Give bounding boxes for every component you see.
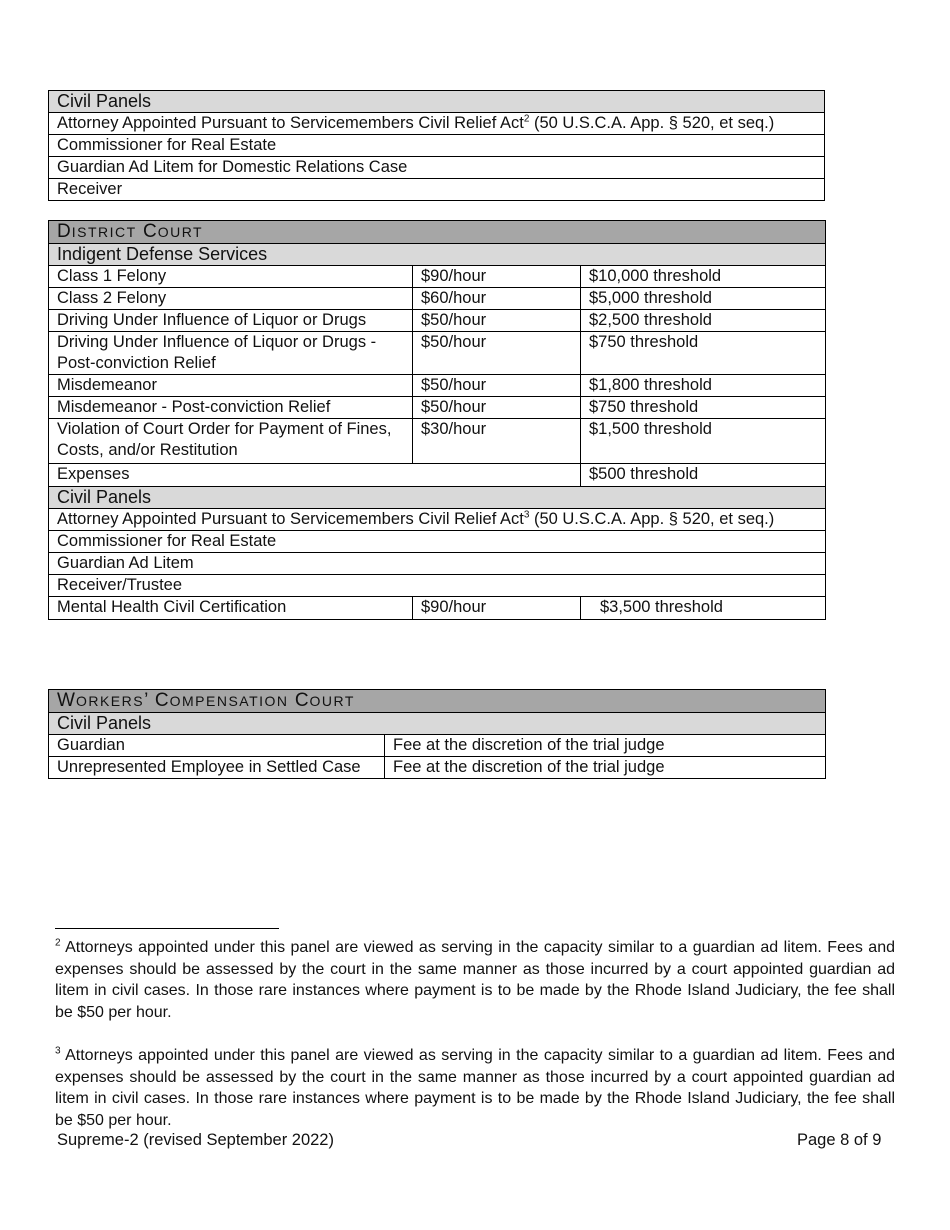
- table-row: Unrepresented Employee in Settled Case Fee at the discretion of the trial judge: [49, 757, 826, 779]
- table-row: Violation of Court Order for Payment of Fines, Costs, and/or Restitution $30/hour $1,500 threshold: [49, 419, 826, 464]
- table-row: Driving Under Influence of Liquor or Drugs $50/hour $2,500 threshold: [49, 310, 826, 332]
- supreme-civil-panels-table: [48, 90, 825, 201]
- table-row: Commissioner for Real Estate: [49, 135, 825, 157]
- indigent-defense-header: Indigent Defense Services: [49, 244, 826, 266]
- table-row: Class 1 Felony $90/hour $10,000 threshold: [49, 266, 826, 288]
- table-row: Guardian Ad Litem for Domestic Relations Case: [49, 157, 825, 179]
- page-number: Page 8 of 9: [797, 1131, 882, 1149]
- table-row: Commissioner for Real Estate: [49, 531, 826, 553]
- footnote-ref: 3: [523, 509, 530, 521]
- table-row: Misdemeanor - Post-conviction Relief $50/hour $750 threshold: [49, 397, 826, 419]
- district-court-title: DISTRICT COURT: [49, 221, 826, 244]
- attorney-servicemembers-row: Attorney Appointed Pursuant to Servicemembers Civil Relief Act$^3$ (50 U.S.C.A. App. § 520, et seq.): [49, 509, 826, 531]
- civil-panels-header: Civil Panels: [49, 91, 825, 113]
- civil-panels-header: Civil Panels: [49, 487, 826, 509]
- table-row: Receiver: [49, 179, 825, 201]
- footer-revision: Supreme-2 (revised September 2022): [57, 1131, 334, 1149]
- table-row: Receiver/Trustee: [49, 575, 826, 597]
- expenses-row: Expenses $500 threshold: [49, 464, 826, 487]
- mental-health-row: Mental Health Civil Certification $90/hour $3,500 threshold: [49, 597, 826, 620]
- attorney-servicemembers-row: Attorney Appointed Pursuant to Servicemembers Civil Relief Act$^2$ (50 U.S.C.A. App. § 520, et seq.): [49, 113, 825, 135]
- table-row: Class 2 Felony $60/hour $5,000 threshold: [49, 288, 826, 310]
- table-row: Guardian Ad Litem: [49, 553, 826, 575]
- footnote-separator: [55, 928, 279, 929]
- workers-comp-court-title: WORKERS’ COMPENSATION COURT: [49, 690, 826, 713]
- civil-panels-header: Civil Panels: [49, 713, 826, 735]
- footnote-2: $^2$ Attorneys appointed under this panel are viewed as serving in the capacity similar to a guardian ad litem. Fees and expenses should be assessed by the court in the same manner as those incurred by a court appointed guardian ad litem in civil cases. In those rare instances where payment is to be made by the Rhode Island Judiciary, the fee shall be $50 per hour.: [55, 937, 895, 1021]
- table-row: Misdemeanor $50/hour $1,800 threshold: [49, 375, 826, 397]
- footnote-3: $^3$ Attorneys appointed under this panel are viewed as serving in the capacity similar to a guardian ad litem. Fees and expenses should be assessed by the court in the same manner as those incurred by a court appointed guardian ad litem in civil cases. In those rare instances where payment is to be made by the Rhode Island Judiciary, the fee shall be $50 per hour.: [55, 1045, 895, 1129]
- table-row: Guardian Fee at the discretion of the trial judge: [49, 735, 826, 757]
- table-row: Driving Under Influence of Liquor or Drugs - Post-conviction Relief $50/hour $750 threshold: [49, 332, 826, 375]
- footnote-ref: 2: [523, 113, 530, 125]
- district-court-table: [48, 220, 826, 620]
- workers-comp-court-table: [48, 689, 826, 779]
